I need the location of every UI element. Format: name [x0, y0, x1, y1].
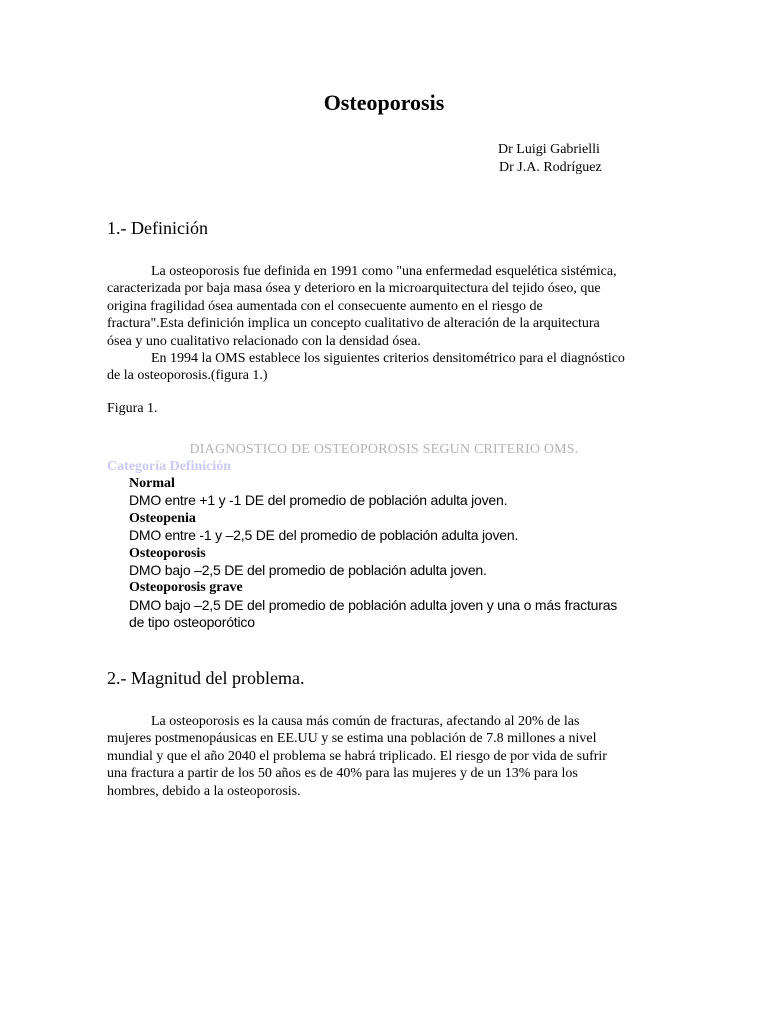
paragraph-line: fractura".Esta definición implica un concepto cualitativo de alteración de la arquitectura — [107, 316, 600, 332]
paragraph-line: hombres, debido a la osteoporosis. — [107, 783, 301, 799]
criteria-list — [129, 475, 689, 632]
paragraph-line: En 1994 la OMS establece los siguientes criterios densitométrico para el diagnóstico — [151, 351, 625, 367]
document-title: Osteoporosis — [323, 90, 445, 115]
section-2-heading: 2.- Magnitud del problema. — [107, 668, 305, 688]
criterion-definition: DMO bajo –2,5 DE del promedio de población adulta joven y una o más fracturas — [129, 596, 618, 613]
paragraph-line: caracterizada por baja masa ósea y deterioro en la microarquitectura del tejido óseo, que — [107, 281, 601, 297]
criterion-definition: de tipo osteoporótico — [129, 614, 255, 631]
figure-table-header: Categoría Definición — [107, 459, 232, 474]
section-2-paragraph — [107, 713, 667, 800]
paragraph-line: mujeres postmenopáusicas en EE.UU y se estima una población de 7.8 millones a nivel — [107, 731, 597, 747]
figure-label: Figura 1. — [107, 401, 158, 416]
criterion-category: Normal — [129, 476, 175, 491]
paragraph-line: de la osteoporosis.(figura 1.) — [107, 368, 268, 384]
criterion-category: Osteoporosis — [129, 545, 206, 561]
author-2: Dr J.A. Rodríguez — [499, 160, 602, 175]
paragraph-line: La osteoporosis es la causa más común de fracturas, afectando al 20% de las — [151, 714, 580, 729]
paragraph-line: mundial y que el año 2040 el problema se habrá triplicado. El riesgo de por vida de sufrir — [107, 748, 607, 764]
criterion-definition: DMO entre +1 y -1 DE del promedio de población adulta joven. — [129, 492, 508, 509]
criterion-definition: DMO bajo –2,5 DE del promedio de población adulta joven. — [129, 562, 487, 579]
paragraph-line: ósea y uno cualitativo relacionado con la densidad ósea. — [107, 333, 421, 349]
figure-title: DIAGNOSTICO DE OSTEOPOROSIS SEGUN CRITERIO OMS. — [189, 442, 579, 457]
paragraph-line: una fractura a partir de los 50 años es de 40% para las mujeres y de un 13% para los — [107, 766, 578, 782]
author-1: Dr Luigi Gabrielli — [498, 142, 600, 157]
section-1-heading: 1.- Definición — [107, 218, 208, 238]
section-1-paragraph — [107, 263, 667, 385]
paragraph-line: La osteoporosis fue definida en 1991 como "una enfermedad esquelética sistémica, — [151, 264, 617, 279]
criterion-category: Osteopenia — [129, 510, 196, 526]
criterion-definition: DMO entre -1 y –2,5 DE del promedio de población adulta joven. — [129, 527, 519, 544]
paragraph-line: origina fragilidad ósea aumentada con el consecuente aumento en el riesgo de — [107, 298, 543, 314]
criterion-category: Osteoporosis grave — [129, 580, 243, 596]
